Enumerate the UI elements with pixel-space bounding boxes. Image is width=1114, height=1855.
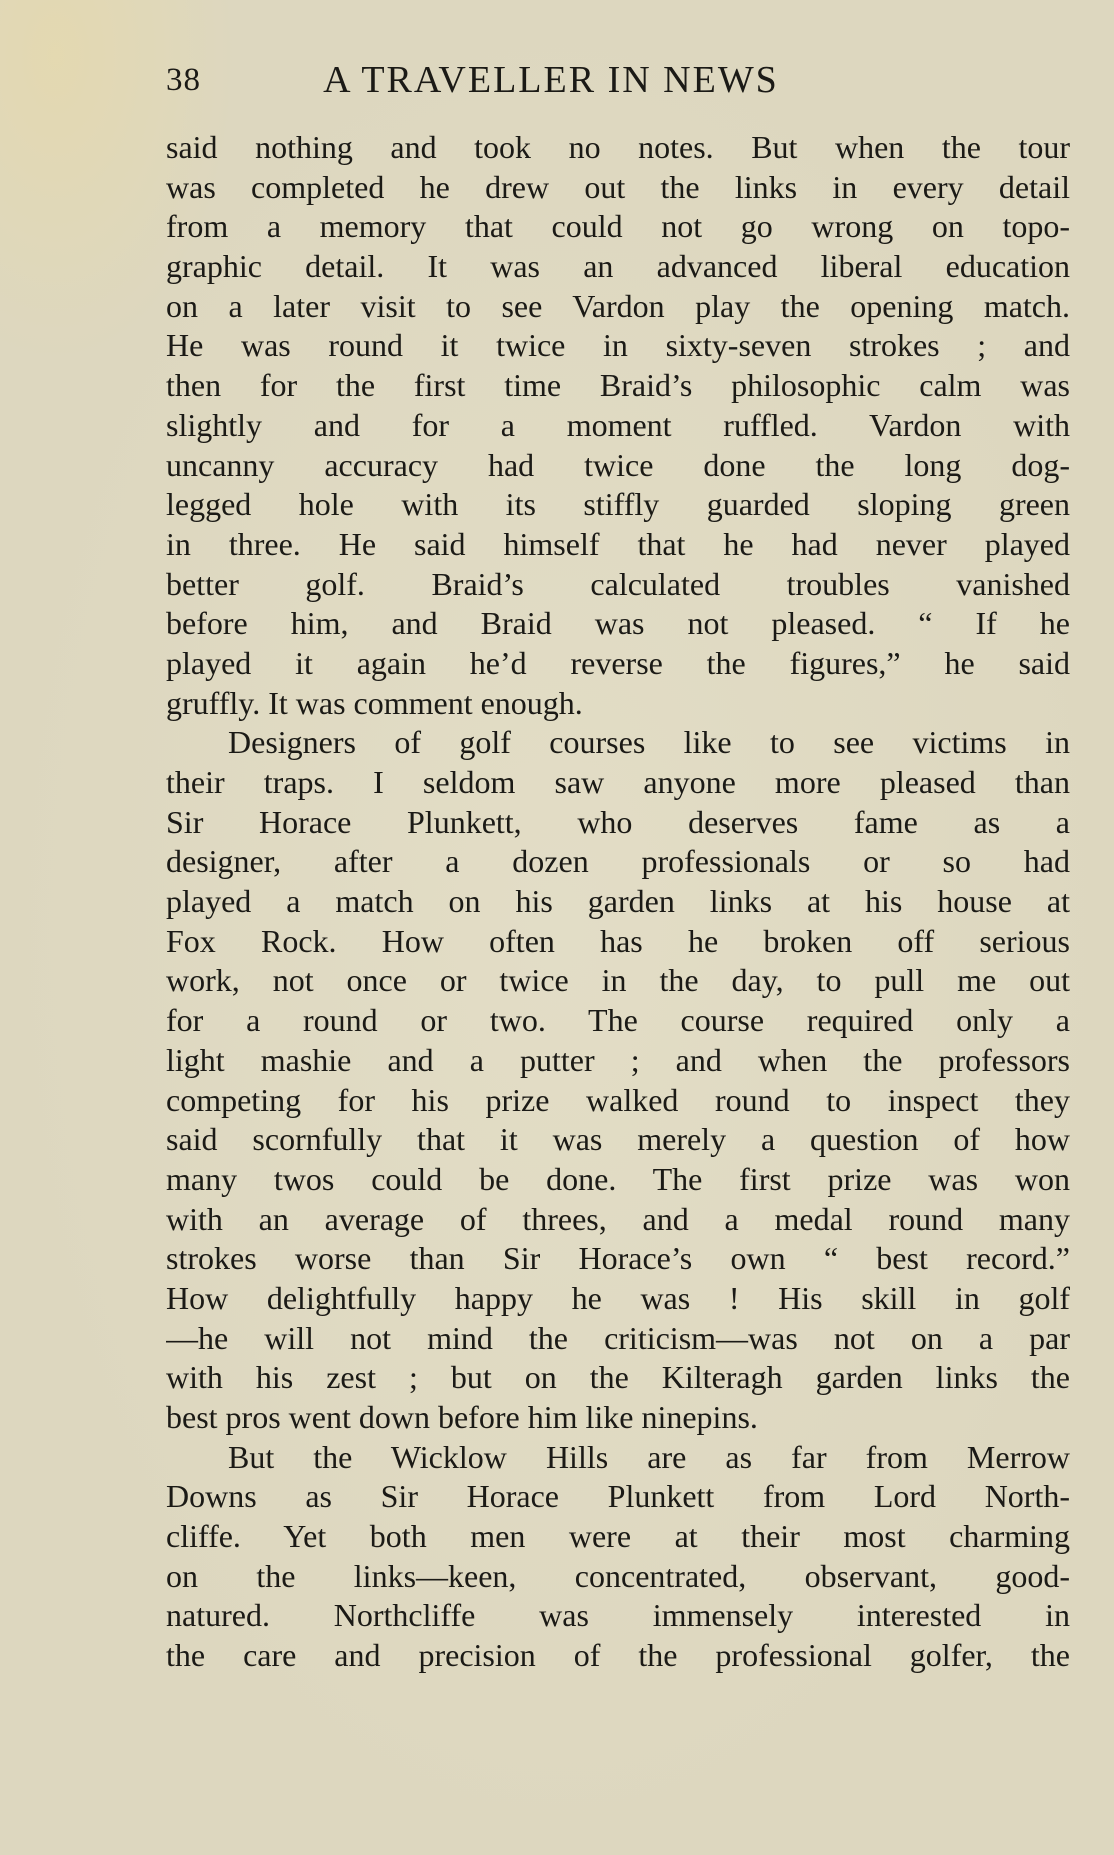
text-line: Fox Rock. How often has he broken off serious	[166, 922, 1070, 959]
text-line: from a memory that could not go wrong on topo-	[166, 208, 1070, 245]
text-line: for a round or two. The course required only a	[166, 1002, 1070, 1039]
text-line: before him, and Braid was not pleased. “ If he	[166, 605, 1070, 642]
text-line: said nothing and took no notes. But when the tour	[166, 129, 1070, 165]
page-number: 38	[166, 62, 201, 98]
text-line: light mashie and a putter ; and when the professors	[166, 1041, 1070, 1078]
text-line: was completed he drew out the links in every detail	[166, 168, 1070, 205]
text-line: cliffe. Yet both men were at their most charming	[166, 1518, 1070, 1555]
text-line: then for the first time Braid’s philosophic calm was	[166, 367, 1070, 404]
text-line: on a later visit to see Vardon play the opening match.	[166, 287, 1070, 324]
text-line: on the links—keen, concentrated, observant, good-	[166, 1557, 1070, 1594]
text-line: slightly and for a moment ruffled. Vardon with	[166, 406, 1070, 443]
text-line: natured. Northcliffe was immensely interested in	[166, 1597, 1070, 1634]
text-line: their traps. I seldom saw anyone more pleased than	[166, 764, 1070, 800]
text-line: work, not once or twice in the day, to pull me out	[166, 962, 1070, 999]
text-line: strokes worse than Sir Horace’s own “ best record.”	[166, 1240, 1070, 1277]
text-line: better golf. Braid’s calculated troubles vanished	[166, 565, 1070, 602]
text-line: legged hole with its stiffly guarded sloping green	[166, 486, 1070, 523]
body-text	[166, 128, 1070, 1676]
text-line: in three. He said himself that he had never played	[166, 525, 1070, 562]
running-head	[166, 56, 1070, 104]
text-line: many twos could be done. The first prize was won	[166, 1160, 1070, 1197]
text-line: uncanny accuracy had twice done the long dog-	[166, 446, 1070, 483]
text-line: designer, after a dozen professionals or so had	[166, 843, 1070, 880]
text-line: competing for his prize walked round to inspect they	[166, 1081, 1070, 1118]
text-line: said scornfully that it was merely a question of how	[166, 1121, 1070, 1158]
text-line: played it again he’d reverse the figures,” he said	[166, 644, 1070, 681]
text-line: He was round it twice in sixty-seven strokes ; and	[166, 327, 1070, 364]
text-line: Sir Horace Plunkett, who deserves fame as a	[166, 803, 1070, 840]
text-line: Designers of golf courses like to see victims in	[228, 724, 1070, 761]
text-line: best pros went down before him like ninepins.	[166, 1399, 758, 1435]
running-title: A TRAVELLER IN NEWS	[323, 59, 779, 101]
text-line: with his zest ; but on the Kilteragh garden links the	[166, 1359, 1070, 1396]
text-line: with an average of threes, and a medal round many	[166, 1200, 1070, 1237]
text-line: gruffly. It was comment enough.	[166, 684, 583, 721]
text-line: How delightfully happy he was ! His skill in golf	[166, 1279, 1070, 1316]
text-line: the care and precision of the professional golfer, the	[166, 1637, 1070, 1674]
text-line: played a match on his garden links at his house at	[166, 883, 1070, 920]
text-line: graphic detail. It was an advanced liberal education	[166, 248, 1070, 285]
text-line: Downs as Sir Horace Plunkett from Lord North-	[166, 1478, 1070, 1515]
text-line: —he will not mind the criticism—was not on a par	[166, 1319, 1070, 1356]
text-line: But the Wicklow Hills are as far from Merrow	[228, 1438, 1070, 1475]
